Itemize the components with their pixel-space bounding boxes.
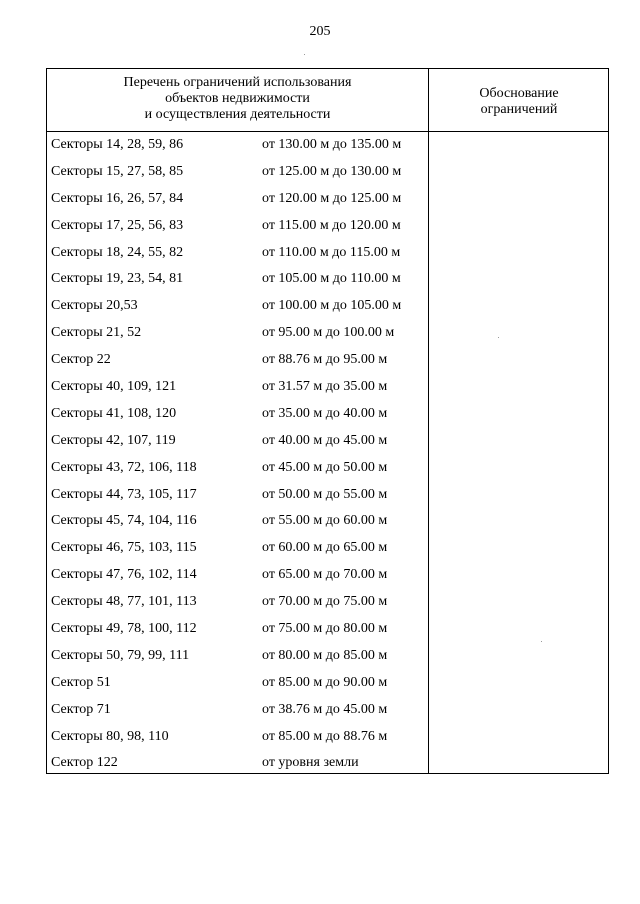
header-restrictions-list [47,75,428,123]
row-sectors: Секторы 48, 77, 101, 113 [51,594,197,610]
table-row [47,540,428,567]
column-divider [428,69,429,773]
row-sectors: Секторы 45, 74, 104, 116 [51,513,197,529]
row-height-range: от 105.00 м до 110.00 м [262,271,401,287]
table-row [47,675,428,702]
row-height-range: от 85.00 м до 88.76 м [262,728,388,744]
table-row [47,755,428,782]
table-row [47,298,428,325]
row-height-range: от 80.00 м до 85.00 м [262,647,388,663]
table-row [47,379,428,406]
table-row [47,487,428,514]
table-body [47,137,428,782]
row-height-range: от 38.76 м до 45.00 м [262,701,388,717]
header-line: Обоснование [479,86,559,101]
table-row [47,621,428,648]
row-height-range: от 50.00 м до 55.00 м [262,486,388,502]
header-line: объектов недвижимости [165,91,310,106]
row-sectors: Секторы 14, 28, 59, 86 [51,137,184,152]
row-height-range: от 75.00 м до 80.00 м [262,621,388,637]
row-height-range: от 60.00 м до 65.00 м [262,540,388,556]
row-height-range: от 88.76 м до 95.00 м [262,352,388,368]
row-sectors: Секторы 42, 107, 119 [51,432,176,448]
table-row [47,433,428,460]
row-sectors: Секторы 15, 27, 58, 85 [51,163,184,179]
table-row [47,245,428,272]
row-height-range: от 130.00 м до 135.00 м [262,137,402,152]
row-sectors: Секторы 50, 79, 99, 111 [51,647,190,663]
row-height-range: от 95.00 м до 100.00 м [262,325,395,341]
row-height-range: от 85.00 м до 90.00 м [262,674,388,690]
table-row [47,164,428,191]
table-row [47,271,428,298]
row-height-range: от 55.00 м до 60.00 м [262,513,388,529]
row-height-range: от уровня земли [262,755,359,771]
row-height-range: от 120.00 м до 125.00 м [262,190,402,206]
table-row [47,352,428,379]
table-row [47,137,428,164]
row-sectors: Сектор 122 [51,755,118,771]
row-height-range: от 115.00 м до 120.00 м [262,217,401,233]
row-height-range: от 35.00 м до 40.00 м [262,405,388,421]
row-sectors: Секторы 49, 78, 100, 112 [51,621,197,637]
header-line: ограничений [480,102,558,117]
table-row [47,648,428,675]
scan-speck [541,641,542,642]
row-height-range: от 70.00 м до 75.00 м [262,594,388,610]
table-row [47,325,428,352]
header-line: Перечень ограничений использования [123,75,352,90]
row-height-range: от 100.00 м до 105.00 м [262,298,402,314]
row-height-range: от 31.57 м до 35.00 м [262,379,388,395]
table-row [47,567,428,594]
table-row [47,729,428,756]
row-height-range: от 45.00 м до 50.00 м [262,459,388,475]
table-row [47,460,428,487]
page-number: 205 [309,24,331,39]
table-row [47,191,428,218]
row-sectors: Секторы 21, 52 [51,325,142,341]
row-sectors: Сектор 22 [51,352,111,368]
row-sectors: Секторы 18, 24, 55, 82 [51,244,184,260]
row-sectors: Секторы 44, 73, 105, 117 [51,486,197,502]
row-sectors: Секторы 19, 23, 54, 81 [51,271,184,287]
row-sectors: Секторы 40, 109, 121 [51,379,177,395]
header-justification [429,86,609,118]
scan-speck [498,337,499,338]
table-row [47,513,428,540]
row-sectors: Секторы 16, 26, 57, 84 [51,190,184,206]
row-sectors: Секторы 80, 98, 110 [51,728,169,744]
row-sectors: Секторы 41, 108, 120 [51,405,177,421]
row-height-range: от 125.00 м до 130.00 м [262,163,402,179]
row-sectors: Секторы 47, 76, 102, 114 [51,567,197,583]
table-row [47,218,428,245]
header-divider [47,131,608,132]
row-sectors: Секторы 17, 25, 56, 83 [51,217,184,233]
row-height-range: от 110.00 м до 115.00 м [262,244,401,260]
row-sectors: Секторы 46, 75, 103, 115 [51,540,197,556]
restrictions-table [46,68,609,774]
header-line: и осуществления деятельности [144,107,331,122]
row-sectors: Сектор 71 [51,701,111,717]
table-row [47,702,428,729]
row-sectors: Секторы 20,53 [51,298,138,314]
table-row [47,594,428,621]
row-sectors: Секторы 43, 72, 106, 118 [51,459,197,475]
row-sectors: Сектор 51 [51,674,111,690]
table-row [47,406,428,433]
row-height-range: от 40.00 м до 45.00 м [262,432,388,448]
row-height-range: от 65.00 м до 70.00 м [262,567,388,583]
scan-speck [304,54,305,55]
